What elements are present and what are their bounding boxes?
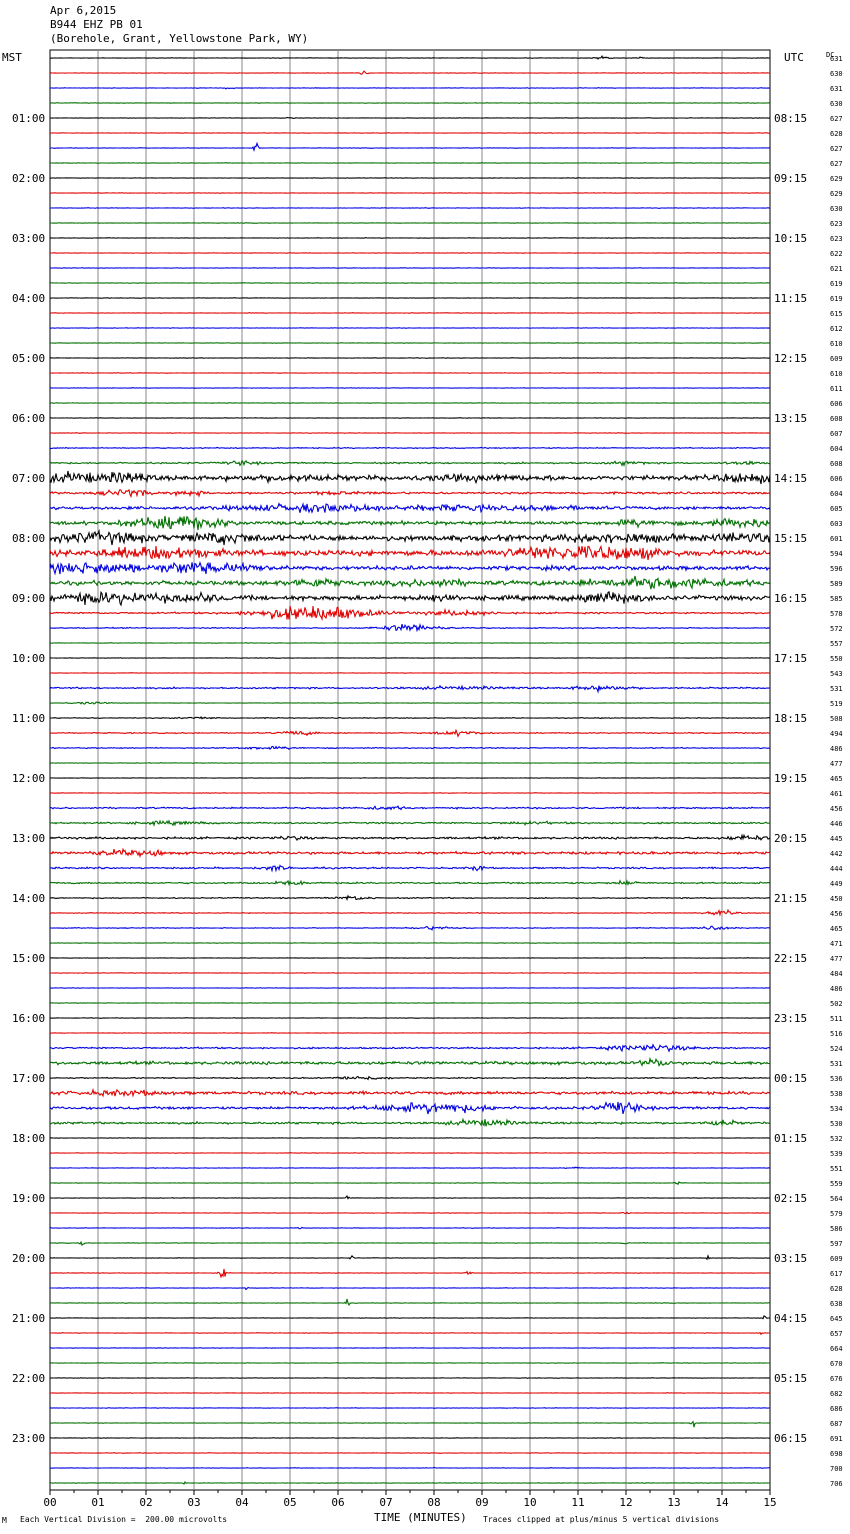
seismic-trace	[50, 1090, 770, 1096]
seismic-trace	[50, 1408, 770, 1409]
seismic-trace	[50, 806, 770, 809]
mst-hour-label: 11:00	[12, 712, 46, 725]
seismic-trace	[50, 1196, 770, 1199]
dc-offset-value: 444	[830, 865, 843, 873]
seismic-trace	[50, 926, 770, 930]
utc-hour-label: 15:15	[774, 532, 808, 545]
dc-offset-value: 619	[830, 280, 843, 288]
seismic-trace	[50, 504, 770, 513]
dc-offset-value: 534	[830, 1105, 843, 1113]
seismic-trace	[50, 1119, 770, 1126]
dc-offset-value: 627	[830, 145, 843, 153]
utc-hour-label: 01:15	[774, 1132, 808, 1145]
dc-offset-value: 465	[830, 775, 843, 783]
seismic-trace	[50, 1003, 770, 1004]
dc-offset-value: 617	[830, 1270, 843, 1278]
dc-offset-value: 687	[830, 1420, 843, 1428]
dc-offset-value: 551	[830, 1165, 843, 1173]
dc-offset-value: 700	[830, 1465, 843, 1473]
seismic-trace	[50, 793, 770, 794]
seismic-trace	[50, 546, 770, 560]
dc-offset-value: 638	[830, 1300, 843, 1308]
seismic-trace	[50, 56, 770, 59]
dc-offset-value: 628	[830, 1285, 843, 1293]
dc-offset-value: 605	[830, 505, 843, 513]
seismic-trace	[50, 1348, 770, 1349]
seismic-trace	[50, 643, 770, 644]
dc-offset-value: 511	[830, 1015, 843, 1023]
right-timezone-label: UTC	[784, 51, 804, 64]
seismic-trace	[50, 461, 770, 466]
utc-hour-label: 10:15	[774, 232, 808, 245]
dc-offset-value: 604	[830, 445, 843, 453]
utc-hour-label: 06:15	[774, 1432, 808, 1445]
mst-hour-label: 20:00	[12, 1252, 46, 1265]
utc-hour-label: 21:15	[774, 892, 808, 905]
dc-offset-value: 630	[830, 205, 843, 213]
dc-offset-value: 607	[830, 430, 843, 438]
mst-hour-label: 14:00	[12, 892, 46, 905]
seismic-trace	[50, 1482, 770, 1484]
mst-hour-label: 13:00	[12, 832, 46, 845]
utc-hour-label: 13:15	[774, 412, 808, 425]
seismic-trace	[50, 447, 770, 448]
seismic-trace	[50, 1212, 770, 1213]
dc-offset-value: 486	[830, 985, 843, 993]
seismic-trace	[50, 298, 770, 299]
seismic-trace	[50, 1018, 770, 1019]
seismic-trace	[50, 1242, 770, 1245]
seismic-trace	[50, 71, 770, 74]
mst-hour-label: 09:00	[12, 592, 46, 605]
x-tick-label: 11	[571, 1496, 585, 1509]
mst-hour-label: 12:00	[12, 772, 46, 785]
dc-offset-value: 686	[830, 1405, 843, 1413]
dc-offset-value: 559	[830, 1180, 843, 1188]
x-tick-label: 07	[379, 1496, 393, 1509]
dc-offset-value: 604	[830, 490, 843, 498]
utc-hour-label: 20:15	[774, 832, 808, 845]
seismic-trace	[50, 1256, 770, 1259]
dc-offset-value: 564	[830, 1195, 843, 1203]
seismic-trace	[50, 88, 770, 89]
seismic-trace	[50, 730, 770, 736]
dc-offset-value: 465	[830, 925, 843, 933]
left-timezone-label: MST	[2, 51, 22, 64]
dc-offset-value: 628	[830, 130, 843, 138]
seismic-trace	[50, 163, 770, 164]
dc-offset-value: 623	[830, 220, 843, 228]
seismic-trace	[50, 388, 770, 389]
dc-offset-value: 471	[830, 940, 843, 948]
dc-offset-value: 670	[830, 1360, 843, 1368]
seismic-trace	[50, 1438, 770, 1439]
dc-offset-value: 606	[830, 475, 843, 483]
seismic-trace	[50, 821, 770, 825]
seismic-trace	[50, 988, 770, 989]
mst-hour-label: 07:00	[12, 472, 46, 485]
mst-hour-label: 16:00	[12, 1012, 46, 1025]
seismic-trace	[50, 1378, 770, 1379]
seismic-trace	[50, 1167, 770, 1168]
chart-date: Apr 6,2015	[50, 4, 117, 17]
dc-offset-value: 508	[830, 715, 843, 723]
dc-offset-value: 516	[830, 1030, 843, 1038]
dc-offset-value: 589	[830, 580, 843, 588]
dc-offset-value: 608	[830, 460, 843, 468]
dc-offset-value: 477	[830, 760, 843, 768]
seismic-trace	[50, 686, 770, 692]
dc-offset-value: 550	[830, 655, 843, 663]
utc-hour-label: 22:15	[774, 952, 808, 965]
seismic-trace	[50, 178, 770, 179]
dc-offset-value: 608	[830, 415, 843, 423]
seismic-trace	[50, 118, 770, 119]
dc-offset-value: 445	[830, 835, 843, 843]
x-tick-label: 09	[475, 1496, 489, 1509]
dc-offset-value: 456	[830, 910, 843, 918]
seismic-trace	[50, 763, 770, 764]
dc-offset-value: 601	[830, 535, 843, 543]
chart-station: B944 EHZ PB 01	[50, 18, 143, 31]
dc-offset-value: 477	[830, 955, 843, 963]
mst-hour-label: 04:00	[12, 292, 46, 305]
mst-hour-label: 21:00	[12, 1312, 46, 1325]
dc-offset-value: 603	[830, 520, 843, 528]
dc-offset-value: 557	[830, 640, 843, 648]
dc-offset-value: 486	[830, 745, 843, 753]
seismic-trace	[50, 531, 770, 545]
dc-offset-value: 456	[830, 805, 843, 813]
dc-offset-value: 536	[830, 1075, 843, 1083]
mst-hour-label: 08:00	[12, 532, 46, 545]
seismic-trace	[50, 1288, 770, 1290]
dc-offset-value: 531	[830, 1060, 843, 1068]
utc-hour-label: 18:15	[774, 712, 808, 725]
seismic-trace	[50, 1299, 770, 1305]
dc-offset-value: 585	[830, 595, 843, 603]
dc-offset-value: 609	[830, 355, 843, 363]
clip-note: Traces clipped at plus/minus 5 vertical divisions	[483, 1515, 720, 1524]
dc-offset-value: 630	[830, 100, 843, 108]
x-axis-title: TIME (MINUTES)	[374, 1511, 467, 1524]
dc-offset-value: 449	[830, 880, 843, 888]
dc-offset-value: 539	[830, 1150, 843, 1158]
dc-offset-value: 538	[830, 1090, 843, 1098]
utc-hour-label: 14:15	[774, 472, 808, 485]
dc-offset-value: 631	[830, 55, 843, 63]
seismic-trace	[50, 717, 770, 719]
seismic-trace	[50, 1269, 770, 1277]
seismic-trace	[50, 746, 770, 749]
seismic-trace	[50, 1333, 770, 1335]
utc-hour-label: 12:15	[774, 352, 808, 365]
dc-offset-value: 606	[830, 400, 843, 408]
seismic-trace	[50, 516, 770, 530]
seismic-trace	[50, 1138, 770, 1139]
utc-hour-label: 23:15	[774, 1012, 808, 1025]
utc-hour-label: 19:15	[774, 772, 808, 785]
seismic-trace	[50, 1453, 770, 1454]
seismic-trace	[50, 896, 770, 900]
dc-offset-value: 698	[830, 1450, 843, 1458]
dc-offset-value: 629	[830, 175, 843, 183]
plot-frame	[50, 50, 770, 1490]
seismic-trace	[50, 702, 770, 704]
seismic-trace	[50, 193, 770, 194]
seismic-trace	[50, 1153, 770, 1154]
mst-hour-label: 05:00	[12, 352, 46, 365]
seismic-trace	[50, 223, 770, 224]
mst-hour-label: 01:00	[12, 112, 46, 125]
seismic-trace	[50, 103, 770, 104]
utc-hour-label: 04:15	[774, 1312, 808, 1325]
seismic-trace	[50, 673, 770, 674]
footer-mark: M	[2, 1516, 7, 1525]
dc-offset-value: 572	[830, 625, 843, 633]
seismic-trace	[50, 268, 770, 269]
dc-offset-value: 519	[830, 700, 843, 708]
mst-hour-label: 06:00	[12, 412, 46, 425]
utc-hour-label: 02:15	[774, 1192, 808, 1205]
dc-offset-value: 442	[830, 850, 843, 858]
dc-offset-value: 610	[830, 340, 843, 348]
seismic-trace	[50, 490, 770, 497]
seismic-trace	[50, 943, 770, 944]
seismic-trace	[50, 849, 770, 856]
x-tick-label: 08	[427, 1496, 441, 1509]
seismic-trace	[50, 624, 770, 630]
seismic-trace	[50, 658, 770, 659]
dc-offset-value: 612	[830, 325, 843, 333]
x-tick-label: 04	[235, 1496, 249, 1509]
seismic-trace	[50, 283, 770, 284]
seismic-trace	[50, 1316, 770, 1319]
dc-offset-value: 623	[830, 235, 843, 243]
seismic-trace	[50, 418, 770, 419]
seismic-trace	[50, 238, 770, 239]
dc-offset-value: 543	[830, 670, 843, 678]
seismic-trace	[50, 208, 770, 209]
seismic-trace	[50, 253, 770, 254]
dc-offset-value: 524	[830, 1045, 843, 1053]
dc-offset-value: 461	[830, 790, 843, 798]
dc-offset-value: 631	[830, 85, 843, 93]
seismic-trace	[50, 1393, 770, 1394]
seismic-trace	[50, 133, 770, 134]
dc-offset-value: 645	[830, 1315, 843, 1323]
seismic-trace	[50, 471, 770, 484]
dc-offset-value: 676	[830, 1375, 843, 1383]
seismic-trace	[50, 973, 770, 974]
dc-offset-value: 578	[830, 610, 843, 618]
dc-offset-value: 622	[830, 250, 843, 258]
mst-hour-label: 18:00	[12, 1132, 46, 1145]
seismic-trace	[50, 373, 770, 374]
dc-offset-value: 446	[830, 820, 843, 828]
dc-offset-value: 579	[830, 1210, 843, 1218]
seismic-trace	[50, 143, 770, 150]
seismic-trace	[50, 1033, 770, 1034]
seismic-trace	[50, 313, 770, 314]
dc-offset-value: 450	[830, 895, 843, 903]
utc-hour-label: 00:15	[774, 1072, 808, 1085]
dc-offset-value: 532	[830, 1135, 843, 1143]
dc-offset-value: 586	[830, 1225, 843, 1233]
seismic-trace	[50, 958, 770, 959]
mst-hour-label: 17:00	[12, 1072, 46, 1085]
seismic-trace	[50, 358, 770, 359]
dc-offset-value: 664	[830, 1345, 843, 1353]
seismic-trace	[50, 1059, 770, 1066]
dc-offset-value: 609	[830, 1255, 843, 1263]
dc-offset-value: 627	[830, 115, 843, 123]
utc-hour-label: 17:15	[774, 652, 808, 665]
seismic-trace	[50, 1467, 770, 1468]
x-tick-label: 05	[283, 1496, 297, 1509]
x-tick-label: 13	[667, 1496, 681, 1509]
seismic-trace	[50, 328, 770, 329]
mst-hour-label: 15:00	[12, 952, 46, 965]
dc-offset-value: 691	[830, 1435, 843, 1443]
mst-hour-label: 23:00	[12, 1432, 46, 1445]
seismic-trace	[50, 1102, 770, 1114]
dc-offset-value: 594	[830, 550, 843, 558]
seismic-trace	[50, 910, 770, 915]
x-tick-label: 03	[187, 1496, 201, 1509]
seismic-trace	[50, 403, 770, 404]
x-tick-label: 15	[763, 1496, 777, 1509]
seismic-trace	[50, 1045, 770, 1051]
dc-offset-value: 531	[830, 685, 843, 693]
scale-note: Each Vertical Division = 200.00 microvolts	[20, 1515, 228, 1524]
dc-offset-value: 597	[830, 1240, 843, 1248]
dc-offset-value: 682	[830, 1390, 843, 1398]
dc-offset-value: 619	[830, 295, 843, 303]
utc-hour-label: 11:15	[774, 292, 808, 305]
seismic-trace	[50, 1422, 770, 1428]
dc-offset-value: 484	[830, 970, 843, 978]
x-tick-label: 01	[91, 1496, 105, 1509]
x-tick-label: 06	[331, 1496, 345, 1509]
mst-hour-label: 02:00	[12, 172, 46, 185]
x-tick-label: 10	[523, 1496, 537, 1509]
dc-offset-value: 502	[830, 1000, 843, 1008]
seismic-trace	[50, 562, 770, 574]
seismic-trace	[50, 881, 770, 885]
seismic-trace	[50, 866, 770, 871]
mst-hour-label: 03:00	[12, 232, 46, 245]
dc-offset-value: 629	[830, 190, 843, 198]
dc-offset-value: 615	[830, 310, 843, 318]
chart-location: (Borehole, Grant, Yellowstone Park, WY)	[50, 32, 309, 45]
seismic-trace	[50, 576, 770, 589]
seismic-trace	[50, 1227, 770, 1228]
dc-offset-value: 530	[830, 1120, 843, 1128]
dc-column-label: DC	[826, 51, 835, 59]
utc-hour-label: 03:15	[774, 1252, 808, 1265]
dc-offset-value: 621	[830, 265, 843, 273]
seismic-trace	[50, 1077, 770, 1080]
utc-hour-label: 09:15	[774, 172, 808, 185]
seismic-trace	[50, 592, 770, 605]
utc-hour-label: 08:15	[774, 112, 808, 125]
seismic-trace	[50, 433, 770, 434]
utc-hour-label: 16:15	[774, 592, 808, 605]
dc-offset-value: 627	[830, 160, 843, 168]
seismic-trace	[50, 343, 770, 344]
seismic-trace	[50, 1182, 770, 1184]
dc-offset-value: 611	[830, 385, 843, 393]
x-tick-label: 02	[139, 1496, 153, 1509]
mst-hour-label: 10:00	[12, 652, 46, 665]
dc-offset-value: 706	[830, 1480, 843, 1488]
utc-hour-label: 05:15	[774, 1372, 808, 1385]
seismic-trace	[50, 778, 770, 779]
dc-offset-value: 657	[830, 1330, 843, 1338]
mst-hour-label: 22:00	[12, 1372, 46, 1385]
x-tick-label: 14	[715, 1496, 729, 1509]
mst-hour-label: 19:00	[12, 1192, 46, 1205]
x-tick-label: 00	[43, 1496, 57, 1509]
seismic-trace	[50, 606, 770, 620]
dc-offset-value: 630	[830, 70, 843, 78]
seismic-trace	[50, 1363, 770, 1364]
x-tick-label: 12	[619, 1496, 633, 1509]
dc-offset-value: 596	[830, 565, 843, 573]
dc-offset-value: 494	[830, 730, 843, 738]
dc-offset-value: 610	[830, 370, 843, 378]
seismic-trace	[50, 835, 770, 840]
